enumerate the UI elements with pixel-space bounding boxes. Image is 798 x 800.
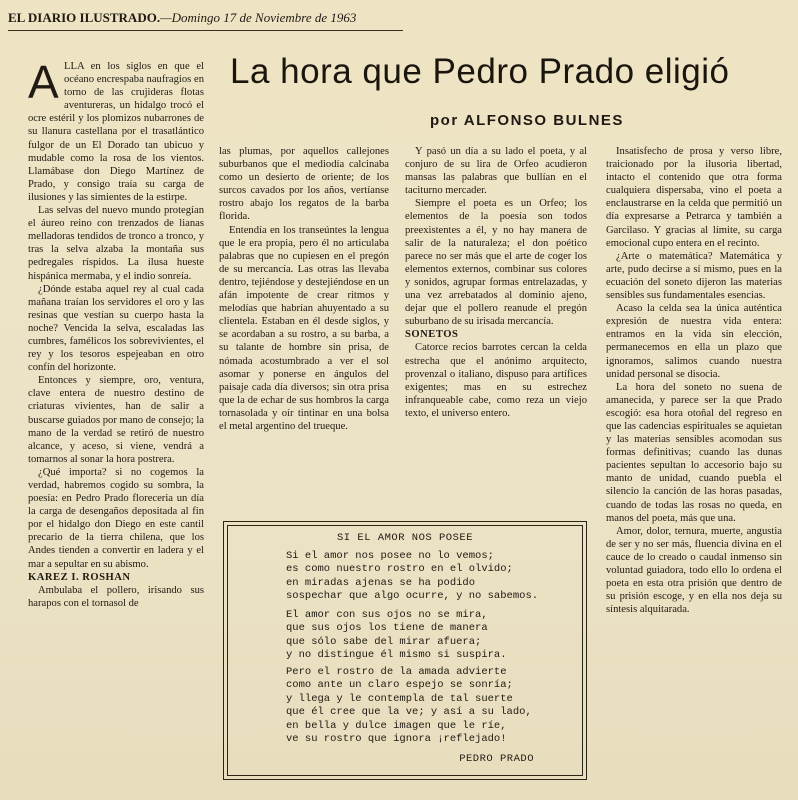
article-paragraph: Entonces y siempre, oro, ventura, clave entera de nuestro destino de criaturas vivientes, han de salir a buscarse guiados por mano de consejo; la mano de la verdad se retiró de nuestro alcance, y aceso, si viene, vendrá a tomarnos al sonar la hora postrera. [28, 375, 204, 465]
article-paragraph: La hora del soneto no suena de amanecida, y parece ser la que Prado escogió: esa hora otoñal del regreso en que las cadencias espirituales se aquietan y las materias sensibles acomodan sus formas definitivas; cuando las dunas pacientes sepultan lo accesorio bajo su manto de unidad, cuando puebla el silencio la canción de las horas pasadas, cuando de todas las rosas no queda, en manos del poeta, más que una. [606, 381, 782, 524]
article-column-3 [405, 145, 587, 525]
drop-cap: A [28, 56, 59, 108]
poem-line: es como nuestro rostro en el olvido; [286, 563, 513, 576]
article-paragraph: Catorce recios barrotes cercan la celda estrecha que el anónimo arquitecto, provenzal o italiano, dispuso para artífices exigentes; mas en su estrechez infranqueable cabe, como reza un viejo texto, el universo entero. [405, 342, 587, 419]
article-paragraph: Insatisfecho de prosa y verso libre, traicionado por la ilusoria libertad, intacto el contenido que otra forma cualquiera dispersaba, vino el poeta a enclaustrarse en la celda que permitió un día expresarse a Petrarca y también a Garcilaso. Y gracias al límite, su carga emocional cupo entera en el recinto. [606, 146, 782, 249]
newspaper-name: EL DIARIO ILUSTRADO. [8, 10, 161, 25]
poem-line: Si el amor nos posee no lo vemos; [286, 550, 494, 562]
article-column-1 [28, 56, 204, 800]
article-paragraph: Acaso la celda sea la única auténtica expresión de nuestra vida entera: entramos en la vida sin elección, permanecemos en ella un plazo que ignoramos, salimos cuando nuestra unidad personal se disocia. [606, 303, 782, 380]
article-paragraph: Ambulaba el pollero, irisando sus harapos con el tornasol de [28, 584, 204, 609]
article-byline: por ALFONSO BULNES [430, 112, 624, 129]
article-paragraph: ¿Arte o matemática? Matemática y arte, pudo decirse a sí mismo, pues en la ecuación del soneto dijeron las materias sensibles sus fundamentales esencias. [606, 250, 782, 302]
article-paragraph: ALLA en los siglos en que el océano encrespaba naufragios en torno de las crujideras flotas aventureras, un hidalgo trocó el ocre estéril y los plomizos nubarrones de su llanura castellana por el trasatlántico fulgor de un El Dorado tan ubicuo y mudable como la rosa de los vientos. Llamábase don Diego Martínez de Prado, y consigo traía su carga de ilusiones y las simientes de la estirpe. [28, 56, 204, 203]
issue-date: —Domingo 17 de Noviembre de 1963 [160, 10, 357, 25]
poem-line: que él cree que la ve; y así a su lado, [286, 706, 532, 719]
poem-stanza [286, 609, 507, 663]
poem-line: sospechar que algo ocurre, y no sabemos. [286, 590, 539, 603]
poem-line: en miradas ajenas se ha podido [286, 576, 476, 589]
page-header [8, 10, 403, 31]
poem-stanza [286, 666, 532, 746]
article-paragraph: las plumas, por aquellos callejones suburbanos que el mediodía calcinaba como un desierto de oriente; de los surcos cavados por los años, vertíanse rostro abajo los regatos de la barba florida. [219, 146, 389, 223]
poem-line: y no distingue él mismo si suspira. [286, 649, 507, 662]
poem-stanza [286, 550, 538, 604]
section-heading-karez: KAREZ I. ROSHAN [28, 571, 131, 583]
poem-author: PEDRO PRADO [459, 753, 534, 765]
article-paragraph: Amor, dolor, ternura, muerte, angustia de ser y no ser más, fluencia divina en el cauce de lo creado o caudal inmenso sin voluntad guiadora, todo ello lo ordena el poeta en esta otra prisión que dentro de su prisión escoge, y en ella nos deja su síntesis alquitarada. [606, 525, 782, 616]
poem-title: SI EL AMOR NOS POSEE [336, 532, 474, 544]
poem-line: ve su rostro que ignora ¡reflejado! [286, 733, 507, 746]
poem-line: que sus ojos los tiene de manera [286, 622, 488, 635]
poem-line: como ante un claro espejo se sonría; [286, 679, 513, 692]
article-column-2 [219, 145, 389, 525]
article-paragraph: Siempre el poeta es un Orfeo; los elementos de la poesía son todos preexistentes a él, y no hay manera de salir de la naturaleza; el don poético parece no ser más que el arte de coger los elementos externos, combinar sus colores y sonidos, agrupar formas entrelazadas, y una vez arrebatados al dominio ajeno, dejar que el pollero reanude el pregón suburbano de su irisada mercancía. [405, 198, 587, 328]
article-paragraph: Las selvas del nuevo mundo protegían el áureo reino con trenzados de lianas melladoras tendidos de tronco a tronco, y tras la selva alzaba la montaña sus pedregales ríspidos. La ilusa hueste hispánica mermaba, y el indio sonreía. [28, 205, 204, 282]
article-title: La hora que Pedro Prado eligió [230, 52, 730, 91]
article-column-4 [606, 145, 782, 800]
poem-line: que sólo sabe del mirar afuera; [286, 635, 482, 648]
poem-line: y llega y le contempla de tal suerte [286, 692, 513, 705]
article-paragraph: ¿Dónde estaba aquel rey al cual cada mañana traían los servidores el oro y las resinas que vestían su cuerpo hasta la noche? Vencida la selva, escaladas las cumbres, famélicos los sobrevivientes, el rey y los tesoros espejeaban en otro confín del horizonte. [28, 283, 204, 374]
article-paragraph: Entendía en los transeúntes la lengua que le era propia, pero él no articulaba palabras que no cupiesen en el pregón de su mercancía. Las otras las llevaba dentro, tejiéndose y destejiéndose en un afán impotente de crear ritmos y melodías que habrían ahuyentado a su clientela. Estaban en él desde siglos, y se acordaban a su rostro, a su barba, a su talante de hombre sin prisa, de nómada acostumbrado a ver el sol asomar y ponerse en ángulos del paisaje cada día diversos; sin otra prisa que la de echar de sus hombros la carga tornasolada y oír tintinar en una bolsa el metal argentino del trueque. [219, 224, 389, 432]
poem-box [223, 521, 587, 780]
poem-line: en bella y dulce imagen que le ríe, [286, 719, 507, 732]
poem-line: Pero el rostro de la amada advierte [286, 666, 507, 678]
poem-line: El amor con sus ojos no se mira, [286, 609, 488, 621]
article-paragraph: ¿Qué importa? si no cogemos la verdad, habremos cogido su sombra, la poesía: en Pedro Prado floreceria un día la carga de desengaños depositada al fin por el hidalgo don Diego en este cantil precario de la tierra chilena, que los Andes tienden a convertir en ladera y el mar a sepultar en su abismo. [28, 466, 204, 570]
section-heading-sonetos: SONETOS [405, 329, 459, 341]
article-paragraph: Y pasó un día a su lado el poeta, y al conjuro de su lira de Orfeo acudieron mansas las palabras que bullían en el taciturno mercader. [405, 146, 587, 197]
